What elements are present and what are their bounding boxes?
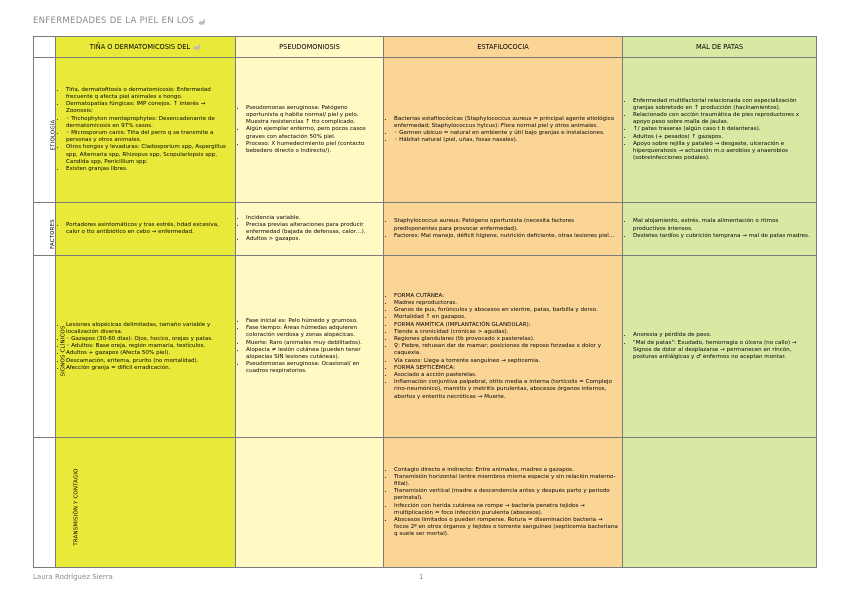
rabbit-icon	[197, 18, 206, 24]
list-item: • ◦ Germen ubicuo = natural en ambiente y útil bajo granjas e instalaciones.	[394, 130, 618, 137]
list-item: • Granos de pus, forúnculos y abscesos en vientre, patas, barbilla y dorso.	[394, 307, 618, 314]
list-item: • Contagio directo e indirecto: Entre animales, madres a gazapos.	[394, 467, 618, 474]
list-item: • Adultos (+ pesados) ↑ gazapos.	[633, 134, 812, 141]
cell-tina	[56, 438, 236, 568]
page-number: 1	[419, 573, 424, 581]
list-item: • Algún ejemplar enfermo, pero pocos casos graves con afectación 50% piel.	[246, 126, 379, 140]
list-item: • ↑/ patas traseras (algún caso t b delanteras).	[633, 126, 812, 133]
list-item: • ◦ Hábitat natural (piel, uñas, fosas nasales).	[394, 137, 618, 144]
list-item: • Vía casos: Llega a torrente sanguíneo → septicemia.	[394, 358, 618, 365]
cell-tina	[56, 58, 236, 203]
list-item: • Asociado a acción pasterelas.	[394, 372, 618, 379]
list-item: • Abscesos limitados o pueden romperse. Rotura = diseminación bacteria → focos 2º en otros órganos y tejidos o torrente sanguíneo (septicemia bacteriana q suele ser mortal).	[394, 517, 618, 539]
list-item: • ◦ Adultos: Base oreja, región mamaria, testículos.	[66, 343, 231, 350]
list-item: • Staphylococcus aureus: Patógeno oportunista (necesita factores predisponentes para provocar enfermedad).	[394, 218, 618, 232]
row-label-text: ETIOLOGÍA	[50, 119, 57, 150]
list-item: • Bacterias estafilocócicas (Staphylococcus aureus = principal agente etiológico enfermedad; Staphylococcus hylcus): Flora normal piel y otros animales.	[394, 116, 618, 130]
list-item: • Madres reproductoras.	[394, 300, 618, 307]
header-estaf: ESTAFILOCOCIA	[384, 37, 623, 58]
list-item: • Proceso: X humedecimiento piel (contacto bebedero directo o indirecto/).	[246, 141, 379, 155]
diseases-table	[33, 36, 817, 568]
list-item: • ◦ Gazapos (30-60 días): Ojos, hocico, orejas y patas.	[66, 336, 231, 343]
cell-mal	[623, 438, 817, 568]
row-label	[34, 58, 56, 203]
cell-estaf	[384, 58, 623, 203]
cell-pseudo	[236, 256, 384, 438]
list-item: • Inflamación conjuntiva palpebral, otitis media e interna (tortícolis = Complejo rino-neumónico), mamitis y metritis purulentas, abscesos órganos internos, abortos y enteritis necróticas → Muerte.	[394, 379, 618, 401]
list-item: • Relacionado con acción traumática de pies reproductores x apoyo peso sobre malla de jaulas.	[633, 112, 812, 126]
row-label-text: SIGNOS CLÍNICOS	[60, 325, 67, 377]
list-item: • Transmisión horizontal (entre miembros misma especie y sin relación materno-filial).	[394, 474, 618, 488]
table-row	[34, 203, 817, 256]
list-item: • Fase tiempo: Áreas húmedas adquieren coloración verdosa y zonas alopécicas.	[246, 325, 379, 339]
list-item: • Anorexia y pérdida de peso.	[633, 332, 812, 339]
cell-estaf	[384, 256, 623, 438]
list-item: • Adultos + gazapos (Afecta 50% piel).	[66, 350, 231, 357]
list-item: • Fase inicial es: Pelo húmedo y grumoso.	[246, 318, 379, 325]
list-item: • Portadores asintomáticos y tras estrés, hdad excesiva, calor o tto antibiótico en cebo → enfermedad.	[66, 222, 231, 236]
list-item: • Factores: Mal manejo, déficit higiene, nutrición deficiente, otras lesiones piel…	[394, 233, 618, 240]
table-row	[34, 438, 817, 568]
corner-cell	[34, 37, 56, 58]
list-item: • Infección con herida cutánea se rompe → bacteria penetra tejidos → multiplicación = foco infección purulenta (abscesos).	[394, 503, 618, 517]
list-item: • "Mal de patas": Exudado, hemorragia o úlcera (no callo) → Signos de dolor al desplazarse → permanecen en rincón, posturas antiálgicas y ♂ enfermos no aceptan montar.	[633, 340, 812, 362]
row-label	[34, 438, 80, 568]
list-item: • Otros hongos y levaduras: Cladosporium spp, Aspergillus spp, Alternaria spp, Rhizopus spp, Scopulariopsis spp, Candida spp, Penicillium spp.	[66, 144, 231, 166]
row-label-text: TRANSMISIÓN Y CONTAGIO	[73, 468, 80, 546]
cell-pseudo	[236, 438, 384, 568]
cell-mal	[623, 203, 817, 256]
list-item: • Apoyo sobre rejilla y pataleo → desgaste, ulceración e hiperqueratosis → actuación m.o aerobios y anaerobios (sobreinfecciones podales).	[633, 141, 812, 163]
list-item: • Alopecia ≠ lesión cutánea (pueden tener alopecias SIN lesiones cutáneas).	[246, 347, 379, 361]
header-pseudo: PSEUDOMONIOSIS	[236, 37, 384, 58]
list-item: • Tiña, dermatofitosis o dermatomicosis: Enfermedad frecuente q afecta piel animales x hongo.	[66, 87, 231, 101]
list-item: • Transmisión vertical (madre a descendencia antes y después parto y período perinatal).	[394, 488, 618, 502]
list-item: • ◦ Microsporum canis: Tiña del perro q se transmite a personas y otros animales.	[66, 130, 231, 144]
cell-estaf	[384, 203, 623, 256]
list-item: • Existen granjas libres.	[66, 166, 231, 173]
list-item: • Incidencia variable.	[246, 215, 379, 222]
list-item: • Mortalidad ↑ en gazapos.	[394, 314, 618, 321]
row-label	[34, 256, 67, 438]
cell-mal	[623, 256, 817, 438]
cell-pseudo	[236, 203, 384, 256]
cell-mal	[623, 58, 817, 203]
list-item: • Lesiones alopécicas delimitadas, tamaño variable y localización diversa.	[66, 322, 231, 336]
list-item: • Pseudomonas aeruginosa: Patógeno oportunista q habita normal/ piel y pelo. Muestra resistencias ↑ tto complicado.	[246, 105, 379, 127]
list-item: • Enfermedad multifactorial relacionada con especialización granjas sobretodo en ↑ producción (hacinamientos).	[633, 98, 812, 112]
page-title: ENFERMEDADES DE LA PIEL EN LOS	[33, 16, 206, 26]
footer-author: Laura Rodríguez Sierra	[33, 573, 113, 581]
cell-pseudo	[236, 58, 384, 203]
list-item: • Dermatopatías fúngicas: IMP conejos. ↑ interés → Zoonosis:	[66, 101, 231, 115]
list-item: • Muerte: Raro (animales muy debilitados).	[246, 340, 379, 347]
table-row	[34, 58, 817, 203]
cell-estaf	[384, 438, 623, 568]
list-item: • Afección granja = difícil erradicación.	[66, 365, 231, 372]
row-label	[34, 203, 56, 256]
list-item: • ◦ Trichophyton mentaprophytes: Desencadenante de dermatomicosis en 97% casos.	[66, 116, 231, 130]
list-item: • Precisa previas alteraciones para producir enfermedad (bajada de defensas, calor…).	[246, 222, 379, 236]
list-item: • ♀: Fiebre, rehusan dar de mamar; posiciones de reposo forzadas x dolor y caquexia.	[394, 343, 618, 357]
list-item: • Regiones glandulares (tb provocado x pasterelas).	[394, 336, 618, 343]
rabbit-icon	[192, 44, 201, 50]
header-tina: TIÑA O DERMATOMICOSIS DEL	[56, 37, 236, 58]
list-item: • Mal alojamiento, estrés, mala alimentación o ritmos productivos intensos.	[633, 218, 812, 232]
row-label-text: FACTORES	[49, 218, 56, 249]
list-item: • Pseudomonas aeruginosa: Ocasional/ en cuadros respiratorios.	[246, 361, 379, 375]
list-item: • FORMA SEPTICÉMICA:	[394, 365, 618, 372]
cell-tina	[56, 203, 236, 256]
list-item: • Adultos > gazapos.	[246, 236, 379, 243]
list-item: • Destetes tardíos y cubrición temprana → mal de patas madres.	[633, 233, 812, 240]
cell-tina	[56, 256, 236, 438]
table-row	[34, 256, 817, 438]
header-mal: MAL DE PATAS	[623, 37, 817, 58]
list-item: • Descamación, eritema, prurito (no mortalidad).	[66, 358, 231, 365]
list-item: • FORMA MAMÍTICA (IMPLANTACIÓN GLANDULAR):	[394, 322, 618, 329]
list-item: • FORMA CUTÁNEA:	[394, 293, 618, 300]
list-item: • Tiende a cronicidad (crónicas > agudas).	[394, 329, 618, 336]
